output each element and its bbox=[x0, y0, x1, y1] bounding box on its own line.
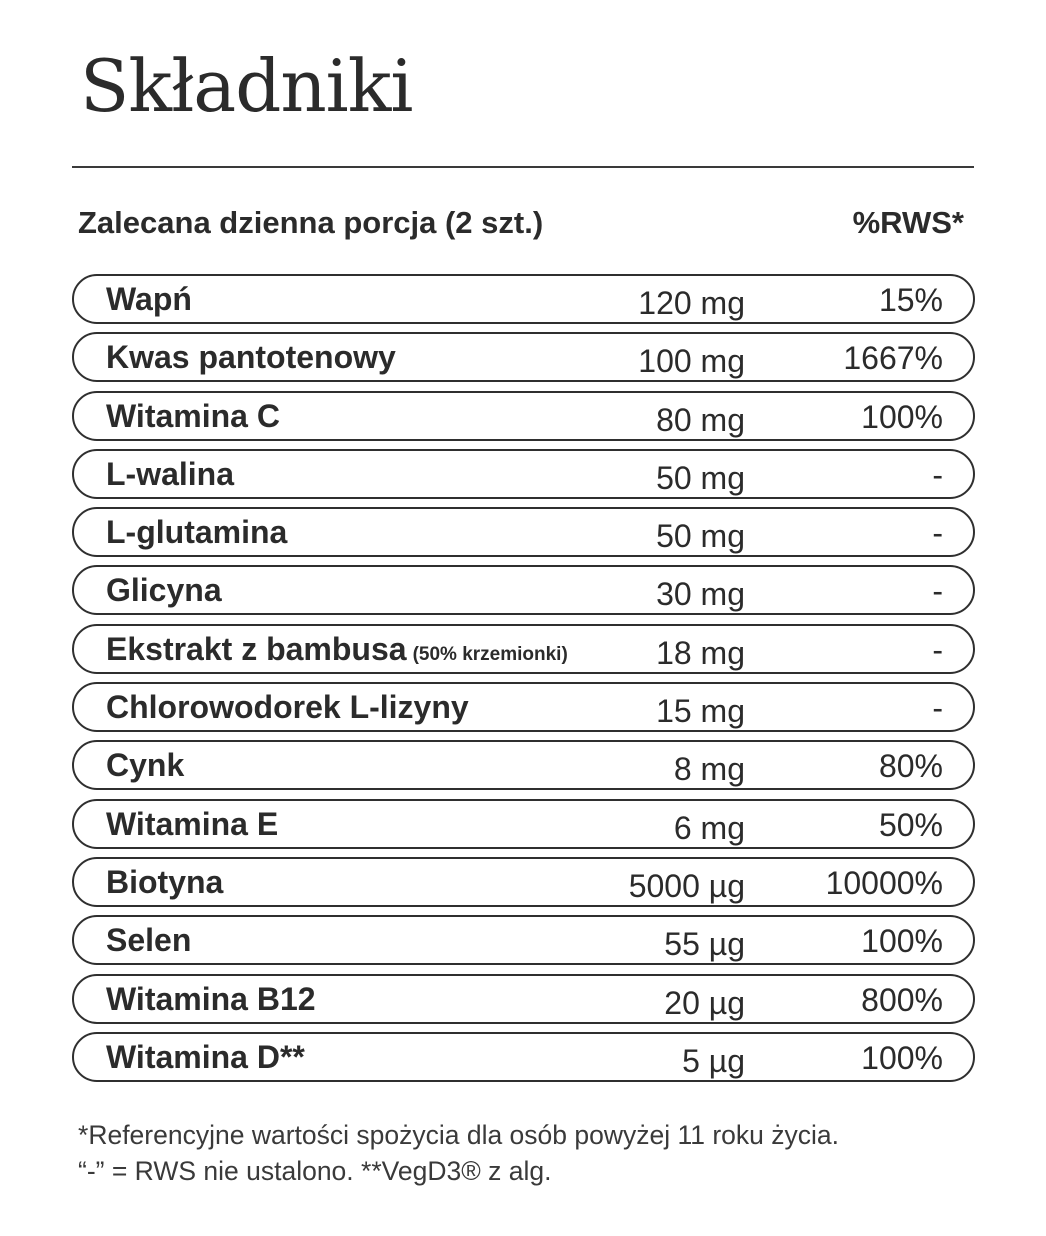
ingredient-rws: 80% bbox=[878, 748, 943, 785]
ingredient-name bbox=[106, 514, 293, 551]
ingredient-name-text: Witamina E bbox=[106, 805, 279, 842]
ingredient-rws: 100% bbox=[861, 1039, 943, 1076]
ingredient-amount: 20 µg bbox=[664, 984, 745, 1021]
ingredient-amount: 5 µg bbox=[682, 1042, 745, 1079]
ingredient-row bbox=[72, 391, 975, 441]
ingredient-name bbox=[106, 398, 286, 435]
footnote-line-2: “-” = RWS nie ustalono. **VegD3® z alg. bbox=[78, 1156, 552, 1186]
ingredient-name bbox=[106, 281, 198, 318]
ingredient-amount: 6 mg bbox=[673, 809, 745, 846]
ingredient-row bbox=[72, 624, 975, 674]
ingredient-name-text: L-glutamina bbox=[106, 514, 288, 551]
ingredient-name bbox=[106, 981, 322, 1018]
ingredient-rws: - bbox=[932, 573, 943, 610]
ingredient-name-text: Kwas pantotenowy bbox=[106, 339, 396, 376]
ingredient-row bbox=[72, 740, 975, 790]
ingredient-name-text: Glicyna bbox=[106, 572, 222, 609]
ingredient-row bbox=[72, 974, 975, 1024]
ingredient-name-text: Cynk bbox=[106, 747, 185, 784]
ingredient-name-text: Witamina D** bbox=[106, 1038, 305, 1075]
ingredient-rws: 15% bbox=[878, 282, 943, 318]
ingredient-rws: 100% bbox=[861, 398, 943, 435]
ingredient-name bbox=[106, 339, 402, 376]
ingredient-row bbox=[72, 1032, 975, 1082]
ingredient-amount: 30 mg bbox=[656, 576, 745, 613]
ingredient-name-text: Wapń bbox=[106, 281, 192, 317]
page-title: Składniki bbox=[80, 44, 413, 128]
ingredient-amount: 5000 µg bbox=[628, 867, 745, 904]
table-header bbox=[78, 205, 964, 241]
ingredient-name bbox=[106, 922, 197, 959]
ingredient-row bbox=[72, 915, 975, 965]
ingredient-amount: 15 mg bbox=[656, 693, 745, 730]
ingredient-amount: 80 mg bbox=[656, 401, 745, 438]
ingredient-name-text: Selen bbox=[106, 922, 192, 959]
ingredient-row bbox=[72, 565, 975, 615]
ingredient-rws: 800% bbox=[861, 981, 943, 1018]
ingredient-list bbox=[72, 274, 975, 1090]
ingredient-rws: 50% bbox=[878, 806, 943, 843]
ingredient-row bbox=[72, 274, 975, 324]
ingredient-rws: 100% bbox=[861, 923, 943, 960]
ingredient-name-text: Ekstrakt z bambusa bbox=[106, 630, 407, 667]
ingredient-row bbox=[72, 332, 975, 382]
ingredient-row bbox=[72, 507, 975, 557]
ingredient-name bbox=[106, 864, 229, 901]
ingredient-rws: - bbox=[932, 690, 943, 727]
ingredient-amount: 50 mg bbox=[656, 459, 745, 496]
ingredient-row bbox=[72, 799, 975, 849]
portion-label: Zalecana dzienna porcja (2 szt.) bbox=[78, 205, 544, 240]
ingredient-name bbox=[106, 806, 284, 843]
ingredient-amount: 18 mg bbox=[656, 634, 745, 671]
footnote bbox=[78, 1117, 1018, 1189]
ingredient-rws: - bbox=[932, 631, 943, 668]
ingredient-rws: - bbox=[932, 456, 943, 493]
ingredient-amount: 8 mg bbox=[673, 751, 745, 788]
ingredient-rws: 10000% bbox=[825, 864, 943, 901]
ingredient-name bbox=[106, 572, 228, 609]
ingredient-name-text: Witamina C bbox=[106, 397, 280, 434]
ingredient-name bbox=[106, 747, 190, 784]
rws-label: %RWS* bbox=[852, 205, 964, 240]
divider bbox=[72, 166, 974, 168]
ingredient-name-text: Chlorowodorek L-lizyny bbox=[106, 689, 469, 726]
ingredient-name bbox=[106, 456, 240, 493]
ingredient-name bbox=[106, 689, 475, 726]
ingredient-rws: - bbox=[932, 515, 943, 552]
ingredient-name-text: Witamina B12 bbox=[106, 980, 316, 1017]
ingredient-name-text: L-walina bbox=[106, 455, 235, 492]
footnote-line-1: *Referencyjne wartości spożycia dla osób powyżej 11 roku życia. bbox=[78, 1120, 840, 1150]
ingredient-name-text: Biotyna bbox=[106, 863, 224, 900]
ingredient-amount: 100 mg bbox=[638, 343, 745, 380]
ingredient-row bbox=[72, 449, 975, 499]
ingredient-name bbox=[106, 631, 568, 668]
ingredient-row bbox=[72, 857, 975, 907]
ingredient-note: (50% krzemionki) bbox=[412, 643, 568, 665]
ingredient-name bbox=[106, 1039, 311, 1076]
ingredient-rws: 1667% bbox=[843, 340, 943, 377]
ingredient-amount: 50 mg bbox=[656, 518, 745, 555]
ingredient-amount: 55 µg bbox=[664, 926, 745, 963]
ingredient-amount: 120 mg bbox=[638, 285, 745, 321]
ingredient-row bbox=[72, 682, 975, 732]
